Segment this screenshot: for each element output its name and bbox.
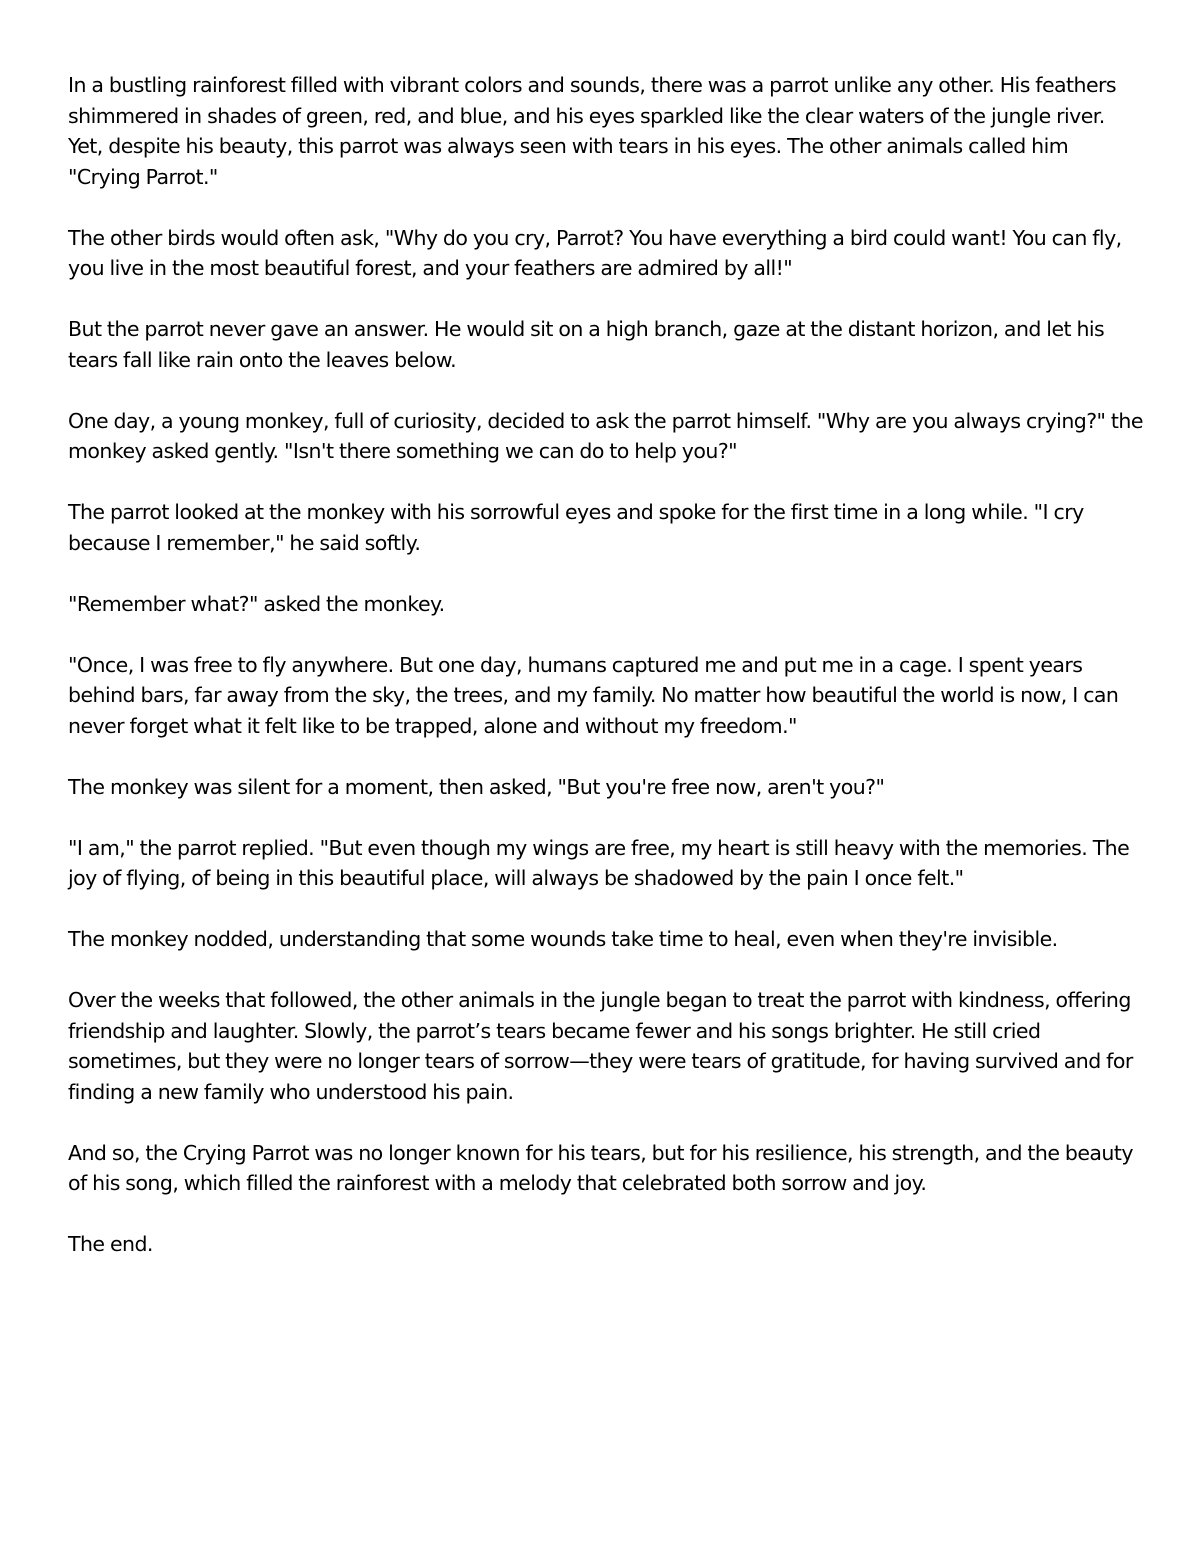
- paragraph-12: And so, the Crying Parrot was no longer known for his tears, but for his resilience, his strength, and the beauty of his song, which filled the rainforest with a melody that celebrated both sorrow and joy.: [68, 1140, 1133, 1195]
- paragraph-10: The monkey nodded, understanding that some wounds take time to heal, even when they're invisible.: [68, 927, 1058, 951]
- paragraph-7: "Once, I was free to fly anywhere. But one day, humans captured me and put me in a cage. I spent years behind bars, far away from the sky, the trees, and my family. No matter how beautiful the world is now, I can never forget what it felt like to be trapped, alone and without my freedom.": [68, 652, 1119, 738]
- paragraph-1: In a bustling rainforest filled with vibrant colors and sounds, there was a parrot unlike any other. His feathers shimmered in shades of green, red, and blue, and his eyes sparkled like the clear waters of the jungle river. Yet, despite his beauty, this parrot was always seen with tears in his eyes. The other animals called him "Crying Parrot.": [68, 73, 1117, 189]
- paragraph-11: Over the weeks that followed, the other animals in the jungle began to treat the parrot with kindness, offering friendship and laughter. Slowly, the parrot’s tears became fewer and his songs brighter. He still cried sometimes, but they were no longer tears of sorrow—they were tears of gratitude, for having survived and for finding a new family who understood his pain.: [68, 988, 1133, 1104]
- paragraph-8: The monkey was silent for a moment, then asked, "But you're free now, aren't you?": [68, 774, 885, 799]
- paragraph-6: "Remember what?" asked the monkey.: [68, 591, 445, 616]
- paragraph-5: The parrot looked at the monkey with his sorrowful eyes and spoke for the first time in a long while. "I cry because I remember," he said softly.: [68, 500, 1084, 555]
- closing-line: The end.: [68, 1232, 153, 1256]
- paragraph-9: "I am," the parrot replied. "But even though my wings are free, my heart is still heavy with the memories. The joy of flying, of being in this beautiful place, will always be shadowed by the pain I once felt.": [68, 835, 1130, 890]
- story-body: [68, 70, 1143, 1260]
- paragraph-2: The other birds would often ask, "Why do you cry, Parrot? You have everything a bird could want! You can fly, you live in the most beautiful forest, and your feathers are admired by all!": [68, 225, 1122, 280]
- paragraph-4: One day, a young monkey, full of curiosity, decided to ask the parrot himself. "Why are you always crying?" the monkey asked gently. "Isn't there something we can do to help you?": [68, 408, 1143, 463]
- paragraph-3: But the parrot never gave an answer. He would sit on a high branch, gaze at the distant horizon, and let his tears fall like rain onto the leaves below.: [68, 317, 1105, 372]
